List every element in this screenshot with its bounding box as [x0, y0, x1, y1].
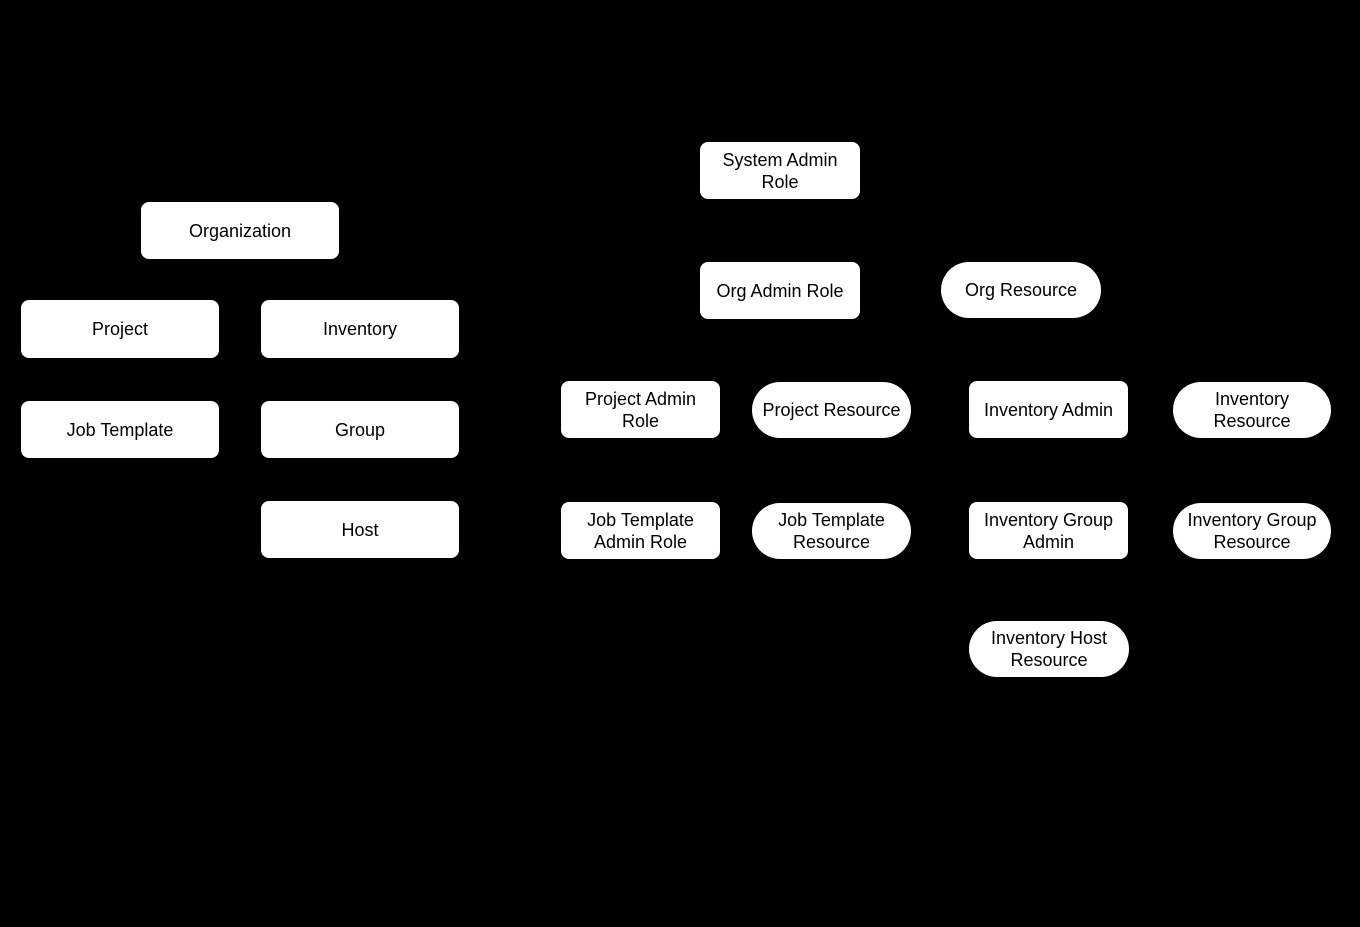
- node-host: Host: [261, 501, 459, 558]
- node-inventory-resource: Inventory Resource: [1173, 382, 1331, 438]
- node-project-resource: Project Resource: [752, 382, 911, 438]
- node-job-template: Job Template: [21, 401, 219, 458]
- node-job-template-resource: Job Template Resource: [752, 503, 911, 559]
- node-inventory-group-resource: Inventory Group Resource: [1173, 503, 1331, 559]
- node-org-admin-role: Org Admin Role: [700, 262, 860, 319]
- node-organization: Organization: [141, 202, 339, 259]
- node-group: Group: [261, 401, 459, 458]
- node-org-resource: Org Resource: [941, 262, 1101, 318]
- node-inventory-host-resource: Inventory Host Resource: [969, 621, 1129, 677]
- node-inventory: Inventory: [261, 300, 459, 358]
- node-project-admin-role: Project Admin Role: [561, 381, 720, 438]
- node-system-admin-role: System Admin Role: [700, 142, 860, 199]
- node-project: Project: [21, 300, 219, 358]
- node-inventory-group-admin: Inventory Group Admin: [969, 502, 1128, 559]
- node-inventory-admin: Inventory Admin: [969, 381, 1128, 438]
- node-job-template-admin-role: Job Template Admin Role: [561, 502, 720, 559]
